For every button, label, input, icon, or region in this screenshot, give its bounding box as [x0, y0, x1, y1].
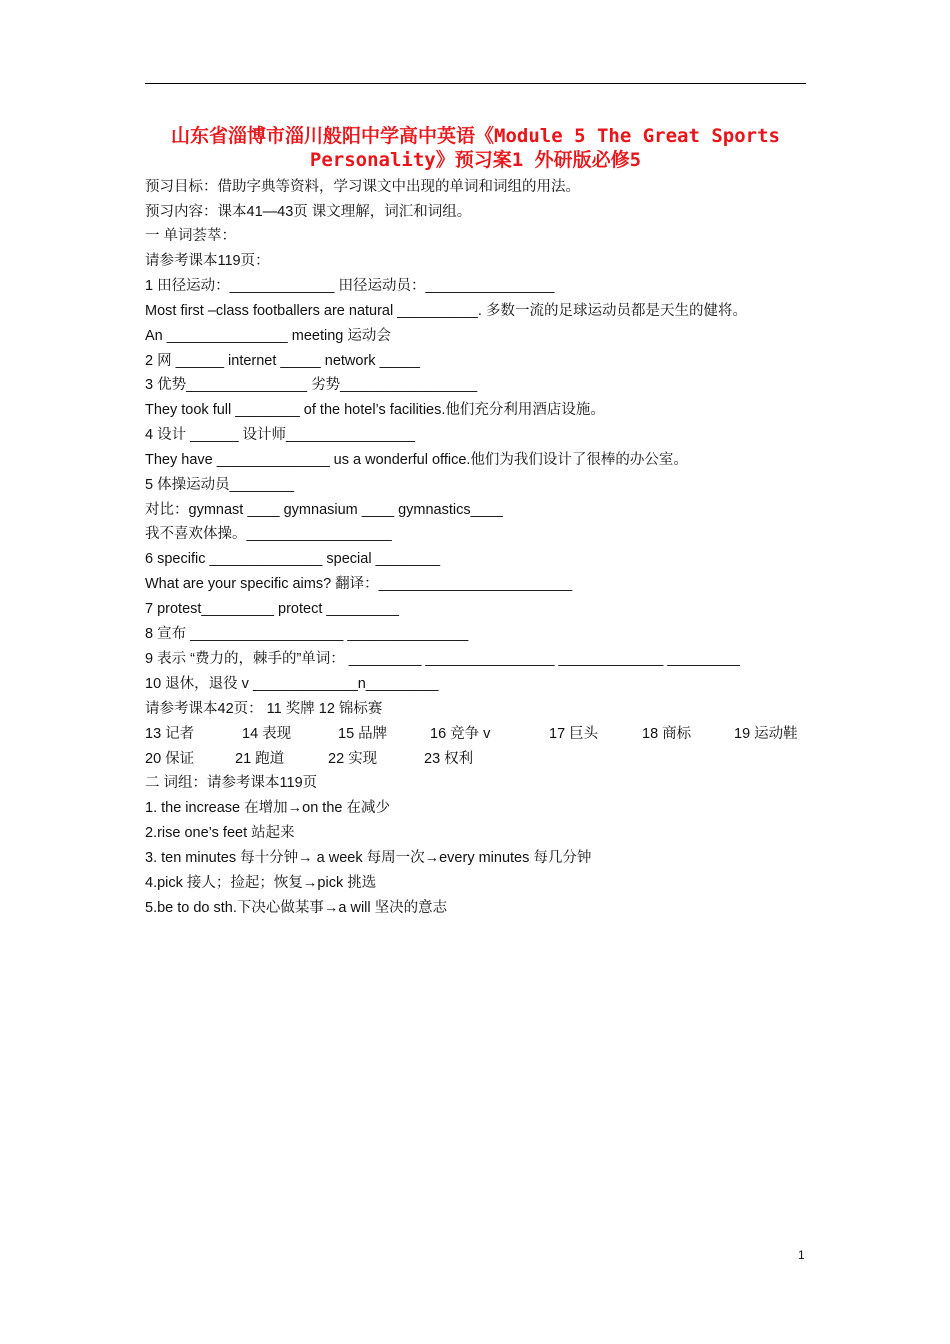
title-line-1: 山东省淄博市淄川般阳中学高中英语《Module 5 The Great Sports: [171, 125, 780, 147]
study-goal: 预习目标：借助字典等资料，学习课文中出现的单词和词组的用法。: [145, 179, 580, 195]
exercise-line-4: 2 网 ______ internet _____ network _____: [145, 353, 420, 369]
phrase-line-5: 5.be to do sth.下决心做某事→a will 坚决的意志: [145, 900, 448, 916]
exercise-line-5: 3 优势_______________ 劣势_________________: [145, 377, 478, 393]
vocab-item: 15 品牌: [338, 726, 388, 742]
exercise-line-7: 4 设计 ______ 设计师________________: [145, 427, 416, 443]
phrase-line-4: 4.pick 接人；捡起；恢复→pick 挑选: [145, 875, 377, 891]
vocab-item: 20 保证: [145, 751, 195, 767]
vocab-item: 14 表现: [242, 726, 292, 742]
vocab-item: 13 记者: [145, 726, 195, 742]
vocab-item: 21 跑道: [235, 751, 285, 767]
exercise-line-15: 8 宣布 ___________________ _______________: [145, 626, 469, 642]
vocab-item: 19 运动鞋: [734, 726, 798, 742]
exercise-line-9: 5 体操运动员________: [145, 477, 295, 493]
exercise-line-17: 10 退休，退役 v _____________n_________: [145, 676, 439, 692]
vocab-item: 16 竞争 v: [430, 726, 491, 742]
vocab-item: 22 实现: [328, 751, 378, 767]
vocab-row-1: [145, 724, 806, 744]
exercise-line-13: What are your specific aims? 翻译：________________________: [145, 576, 573, 592]
exercise-line-3: An _______________ meeting 运动会: [145, 328, 391, 344]
phrase-line-3: 3. ten minutes 每十分钟→ a week 每周一次→every minutes 每几分钟: [145, 850, 592, 866]
phrase-line-1: 1. the increase 在增加→on the 在减少: [145, 800, 390, 816]
exercise-line-12: 6 specific ______________ special ________: [145, 551, 441, 567]
reference-page-119: 请参考课本119页：: [145, 253, 270, 269]
exercise-line-8: They have ______________ us a wonderful office.他们为我们设计了很棒的办公室。: [145, 452, 688, 468]
header-rule: [145, 83, 806, 84]
exercise-line-14: 7 protest_________ protect _________: [145, 601, 399, 617]
exercise-line-1: 1 田径运动：_____________ 田径运动员：________________: [145, 278, 555, 294]
exercise-line-11: 我不喜欢体操。__________________: [145, 526, 392, 542]
phrase-line-2: 2.rise one’s feet 站起来: [145, 825, 295, 841]
study-content: 预习内容：课本41—43页 课文理解，词汇和词组。: [145, 204, 472, 220]
exercise-line-6: They took full ________ of the hotel’s facilities.他们充分利用酒店设施。: [145, 402, 605, 418]
section-phrases-heading: 二 词组：请参考课本119页: [145, 775, 318, 791]
vocab-item: 23 权利: [424, 751, 474, 767]
title-line-2: Personality》预习案1 外研版必修5: [309, 149, 642, 171]
document-title: [145, 124, 806, 172]
page-number: 1: [798, 1248, 805, 1262]
vocab-row-2: [145, 749, 806, 769]
exercise-line-16: 9 表示 “费力的，棘手的”单词： _________ ________________ _____________ _________: [145, 651, 740, 667]
exercise-line-2: Most first –class footballers are natural __________. 多数一流的足球运动员都是天生的健将。: [145, 303, 747, 319]
vocab-item: 17 巨头: [549, 726, 599, 742]
exercise-line-10: 对比：gymnast ____ gymnasium ____ gymnastics____: [145, 502, 503, 518]
vocab-item: 18 商标: [642, 726, 692, 742]
exercise-line-18: 请参考课本42页： 11 奖牌 12 锦标赛: [145, 701, 383, 717]
section-vocabulary-heading: 一 单词荟萃：: [145, 228, 237, 244]
